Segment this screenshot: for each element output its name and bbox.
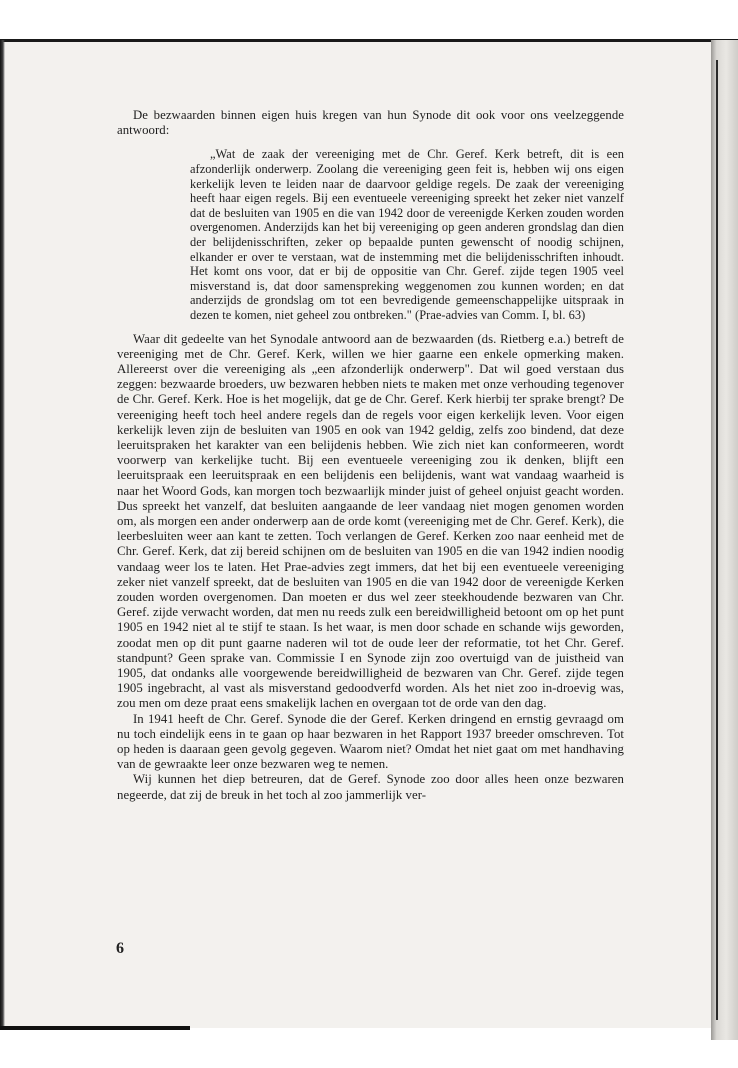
quoted-passage: „Wat de zaak der vereeniging met de Chr. Geref. Kerk betreft, dit is een afzonderlijk onderwerp. Zoolang die vereeniging geen feit is, hebben wij ons eigen kerkelijk leven te leiden naar de daarvoor geldige regels. De zaak der vereeniging heeft haar eigen regels. Bij een eventueele vereeniging spreekt het zeker niet vanzelf dat de besluiten van 1905 en die van 1942 door de vereenigde Kerken zouden worden overgenomen. Anderzijds kan het bij vereeniging op geen anderen grondslag dan dien der belijdenisschriften, zeker op bepaalde punten gewenscht of noodig schijnen, elkander er over te verstaan, wat de instemming met die belijdenisschriften inhoudt. Het komt ons voor, dat er bij de oppositie van Chr. Geref. zijde tegen 1905 veel misverstand is, dat door samenspreking weggenomen zou kunnen worden; en dat anderzijds de grondslag om tot een bevredigende gemeenschappelijke uitspraak in dezen te komen, niet geheel zou ontbreken." (Prae-advies van Comm. I, bl. 63) — [190, 147, 624, 322]
scan-edge-left — [0, 40, 5, 1030]
scan-edge-bottom — [0, 1026, 190, 1030]
paragraph-3: Wij kunnen het diep betreuren, dat de Geref. Synode zoo door alles heen onze bezwaren negeerde, dat zij de breuk in het toch al zoo jammerlijk ver- — [117, 772, 624, 802]
body-text — [117, 108, 624, 803]
intro-paragraph: De bezwaarden binnen eigen huis kregen van hun Synode dit ook voor ons veelzeggende antwoord: — [117, 108, 624, 138]
scan-edge-top — [0, 39, 738, 42]
book-binding-line — [716, 60, 718, 1020]
paragraph-1: Waar dit gedeelte van het Synodale antwoord aan de bezwaarden (ds. Rietberg e.a.) betreft de vereeniging met de Chr. Geref. Kerk, willen we hier gaarne een enkele opmerking maken. Allereerst over die vereeniging als „een afzonderlijk onderwerp". Dat wil goed verstaan dus zeggen: bezwaarde broeders, uw bezwaren hebben niets te maken met onze verhouding tegenover de Chr. Geref. Kerk. Hoe is het mogelijk, dat ge de Chr. Geref. Kerk hierbij ter sprake brengt? De vereeniging heeft toch heel andere regels dan de regels voor eigen kerkelijk leven. Voor eigen kerkelijk leven zijn de besluiten van 1905 en ook van 1942 geldig, zelfs zoo bindend, dat deze leeruitspraken het karakter van een belijdenis hebben. Wie zich niet kan conformeeren, wordt voorwerp van kerkelijke tucht. Bij een eventueele vereeniging zou ik denken, blijft een leeruitspraak een leeruitspraak en een belijdenis een belijdenis, want wat vandaag waarheid is naar het Woord Gods, kan morgen toch bezwaarlijk minder juist of geheel onjuist geacht worden. Dus spreekt het vanzelf, dat besluiten aangaande de leer vandaag niet mogen genomen worden om, als morgen een ander onderwerp aan de orde komt (vereeniging met de Chr. Geref. Kerk), die leerbesluiten weer aan kant te zetten. Toch verlangen de Geref. Kerken zoo naar eenheid met de Chr. Geref. Kerk, dat zij bereid schijnen om de besluiten van 1905 en die van 1942 indien noodig vandaag weer los te laten. Het Prae-advies zegt immers, dat het bij een eventueele vereeniging zeker niet vanzelf spreekt, dat de besluiten van 1905 en die van 1942 door de vereenigde Kerken zouden worden overgenomen. Dan moeten er dus wel zeer steekhoudende bezwaren van Chr. Geref. zijde verwacht worden, dat men nu reeds zulk een bereidwilligheid betoont om op het punt 1905 en 1942 niet al te stijf te staan. Is het waar, is men door schade en schande wijs geworden, zoodat men op dit punt gaarne naderen wil tot de oude leer der reformatie, tot het Chr. Geref. standpunt? Geen sprake van. Commissie I en Synode zijn zoo overtuigd van de juistheid van 1905, dat ondanks alle voorgewende bereidwilligheid de bezwaren van Chr. Geref. zijde tegen 1905 ingebracht, al vast als misverstand gedoodverfd worden. Als het niet zoo in-droevig was, zou men om deze praat eens smakelijk lachen en overgaan tot de orde van den dag. — [117, 331, 624, 711]
paragraph-2: In 1941 heeft de Chr. Geref. Synode die der Geref. Kerken dringend en ernstig gevraagd om nu toch eindelijk eens in te gaan op haar bezwaren in het Rapport 1937 breeder omschreven. Tot op heden is daaraan geen gevolg gegeven. Waarom niet? Omdat het niet gaat om met handhaving van de gewraakte leer onze bezwaren weg te nemen. — [117, 711, 624, 772]
page-number: 6 — [116, 940, 124, 957]
